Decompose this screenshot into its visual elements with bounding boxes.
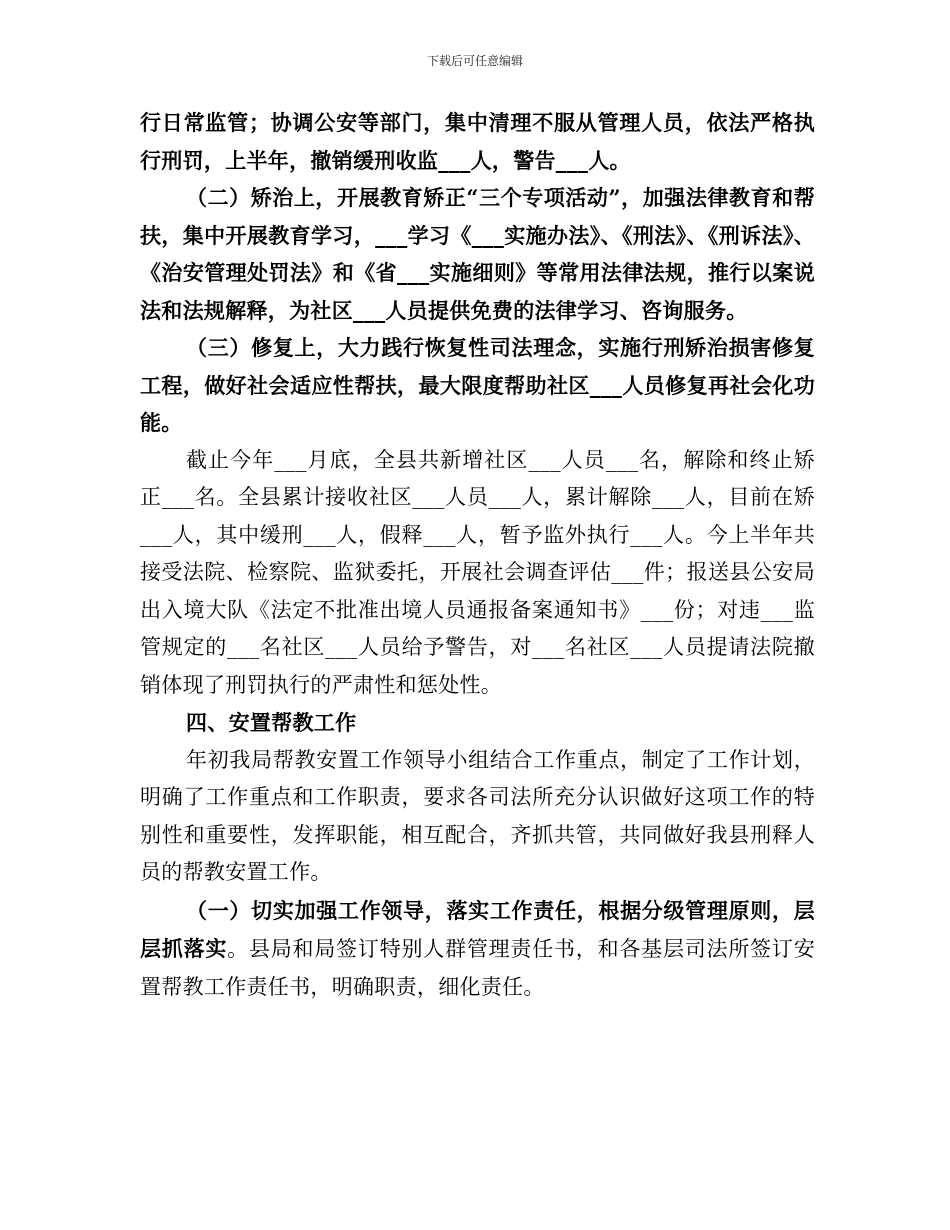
page-header-note: 下载后可任意编辑 <box>426 54 523 68</box>
paragraph-statistics: 截止今年___月底，全县共新增社区___人员___名，解除和终止矫正___名。全县累计接收社区___人员___人，累计解除___人，目前在矫___人，其中缓刑___人，假释___人，暂予监外执行___人。今上半年共接受法院、检察院、监狱委托，开展社会调查评估___件；报送县公安局出入境大队《法定不批准出境人员通报备案通知书》___份；对违___监管规定的___名社区___人员给予警告，对___名社区___人员提请法院撤销体现了刑罚执行的严肃性和惩处性。 <box>140 447 815 697</box>
paragraph-restoration: （三）修复上，大力践行恢复性司法理念，实施行刑矫治损害修复工程，做好社会适应性帮扶，最大限度帮助社区___人员修复再社会化功能。 <box>140 335 815 435</box>
paragraph-resettlement-plan: 年初我局帮教安置工作领导小组结合工作重点，制定了工作计划，明确了工作重点和工作职责，要求各司法所充分认识做好这项工作的特别性和重要性，发挥职能，相互配合，齐抓共管，共同做好我县刑释人员的帮教安置工作。 <box>140 747 815 884</box>
paragraph-correction: （二）矫治上，开展教育矫正“三个专项活动”，加强法律教育和帮扶，集中开展教育学习，___学习《___实施办法》、《刑法》、《刑诉法》、《治安管理处罚法》和《省___实施细则》等常用法律法规，推行以案说法和法规解释，为社区___人员提供免费的法律学习、咨询服务。 <box>140 185 815 323</box>
paragraph-supervision: 行日常监管；协调公安等部门，集中清理不服从管理人员，依法严格执行刑罚，上半年，撤销缓刑收监___人，警告___人。 <box>140 110 815 173</box>
section-heading-resettlement: 四、安置帮教工作 <box>186 710 357 735</box>
leadership-body: 。县局和局签订特别人群管理责任书，和各基层司法所签订安置帮教工作责任书，明确职责，细化责任。 <box>140 937 815 999</box>
paragraph-leadership <box>140 892 815 1007</box>
leadership-bold-lead: （一）切实加强工作领导，落实工作责任，根据分级管理原则，层层抓落实 <box>140 897 815 961</box>
document-body <box>140 104 815 1006</box>
